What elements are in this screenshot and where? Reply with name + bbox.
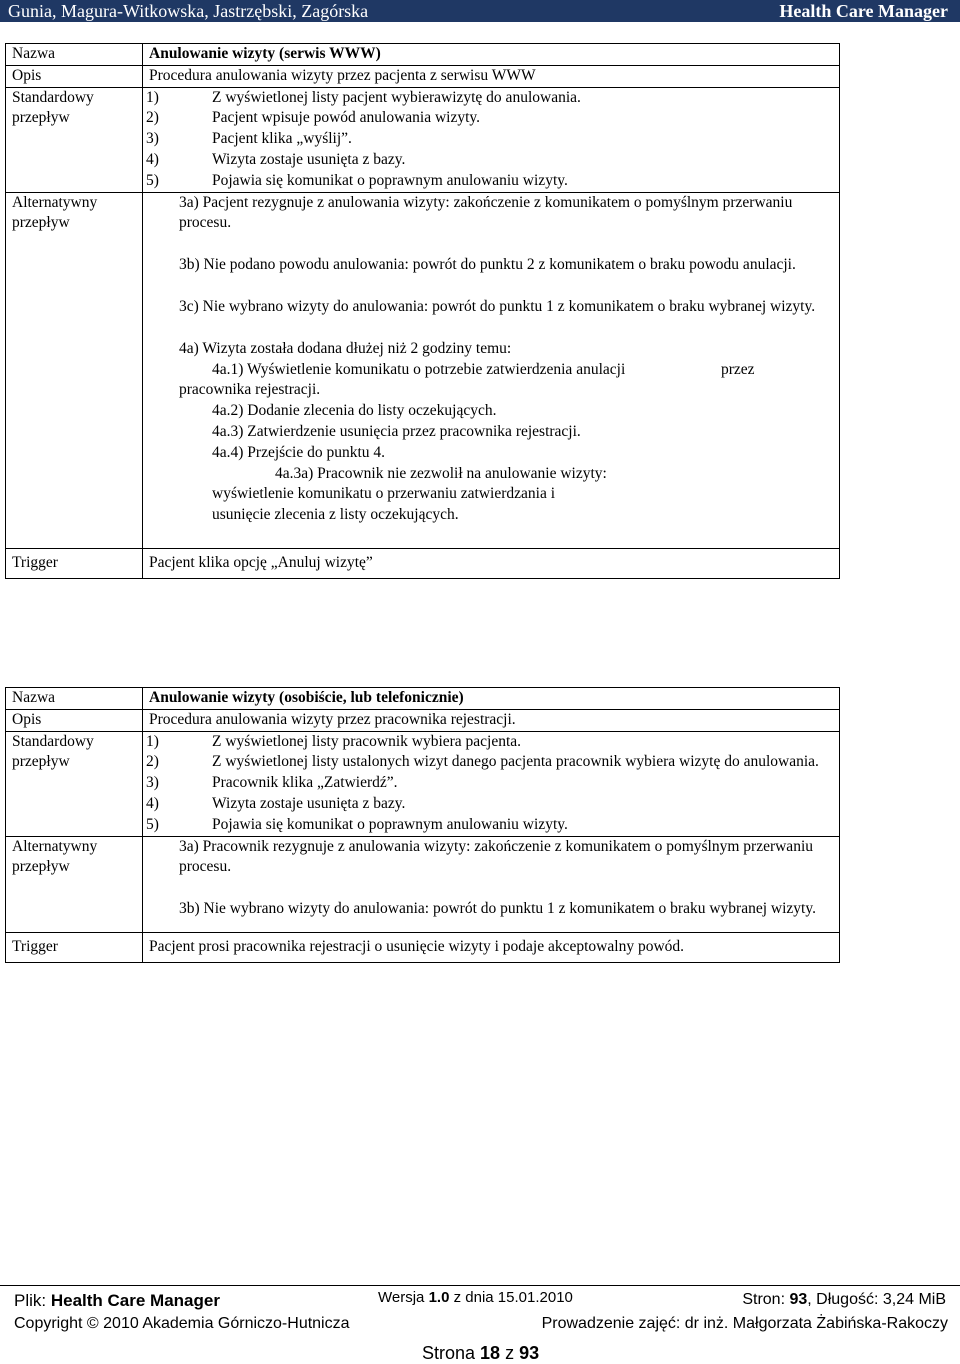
list-item [146, 773, 833, 794]
alt-3b: 3b) Nie podano powodu anulowania: powrót do punktu 2 z komunikatem o braku powodu anulacji. [179, 256, 796, 274]
table-row [6, 731, 840, 836]
label-line: przepływ [12, 214, 70, 232]
table-row [6, 192, 840, 548]
label-opis: Opis [6, 65, 143, 87]
step-number: 3) [146, 774, 159, 792]
standard-flow [143, 87, 840, 192]
step-text: Z wyświetlonej listy ustalonych wizyt danego pacjenta pracownik wybiera wizytę do anulowania. [212, 753, 819, 771]
label-line: Standardowy [12, 732, 94, 750]
footer-pages-count: 93 [789, 1291, 808, 1308]
use-case-name: Anulowanie wizyty (serwis WWW) [143, 44, 840, 66]
list-item [146, 794, 833, 815]
table-row [6, 44, 840, 66]
alt-4a1-przez: przez [721, 360, 755, 378]
table-row [6, 87, 840, 192]
footer-page-total: 93 [519, 1343, 540, 1363]
label-opis: Opis [6, 709, 143, 731]
alt-4a1-text: 4a.1) Wyświetlenie komunikatu o potrzebie zatwierdzenia anulacji [212, 360, 626, 378]
step-number: 1) [146, 88, 159, 106]
list-item [146, 752, 833, 773]
alt-4a1-end: pracownika rejestracji. [179, 381, 321, 399]
footer-divider [0, 1285, 960, 1286]
label-nazwa: Nazwa [6, 44, 143, 66]
footer-length: , Długość: 3,24 MiB [807, 1291, 946, 1308]
footer-of-label: z [500, 1343, 520, 1363]
label-line: przepływ [12, 858, 70, 876]
table-row [6, 709, 840, 731]
step-text: Pracownik klika „Zatwierdź”. [212, 774, 398, 792]
alt-4a: 4a) Wizyta została dodana dłużej niż 2 godziny temu: [179, 339, 512, 357]
alt-3b: 3b) Nie wybrano wizyty do anulowania: powrót do punktu 1 z komunikatem o braku wybranej wizyty. [179, 900, 816, 918]
label-alternative-flow [6, 192, 143, 548]
footer-pages-label: Stron: [742, 1291, 790, 1308]
alt-4a3a-l2: wyświetlenie komunikatu o przerwaniu zatwierdzania i [212, 485, 556, 503]
label-alternative-flow [6, 836, 143, 932]
label-trigger: Trigger [6, 548, 143, 578]
table-row [6, 932, 840, 962]
alternative-flow [143, 836, 840, 932]
step-number: 2) [146, 753, 159, 771]
spacer [179, 276, 833, 297]
spacer [179, 234, 833, 255]
alt-4a4: 4a.4) Przejście do punktu 4. [212, 443, 386, 461]
alt-4a3: 4a.3) Zatwierdzenie usunięcia przez pracownika rejestracji. [212, 422, 581, 440]
label-line: przepływ [12, 109, 70, 127]
use-case-name: Anulowanie wizyty (osobiście, lub telefonicznie) [143, 688, 840, 710]
list-item [146, 108, 833, 129]
step-list [146, 88, 833, 192]
label-line: Standardowy [12, 88, 94, 106]
step-number: 1) [146, 732, 159, 750]
alt-4a1 [179, 360, 833, 381]
alt-4a3a-l1: 4a.3a) Pracownik nie zezwolił na anulowanie wizyty: [275, 464, 607, 482]
header-authors: Gunia, Magura-Witkowska, Jastrzębski, Zagórska [8, 1, 369, 21]
footer-version-number: 1.0 [428, 1289, 450, 1306]
footer-instructor: Prowadzenie zajęć: dr inż. Małgorzata Żabińska-Rakoczy [541, 1315, 948, 1332]
header-title: Health Care Manager [779, 1, 948, 21]
footer-file-name: Health Care Manager [50, 1291, 220, 1310]
label-line: Alternatywny [12, 193, 98, 211]
step-text: Pojawia się komunikat o poprawnym anulowaniu wizyty. [212, 815, 568, 833]
step-number: 3) [146, 130, 159, 148]
use-case-table-reception [5, 687, 840, 963]
step-text: Pojawia się komunikat o poprawnym anulowaniu wizyty. [212, 171, 568, 189]
step-text: Z wyświetlonej listy pracownik wybiera pacjenta. [212, 732, 522, 750]
list-item [146, 88, 833, 109]
list-item [146, 150, 833, 171]
step-text: Wizyta zostaje usunięta z bazy. [212, 150, 406, 168]
trigger-text: Pacjent prosi pracownika rejestracji o usunięcie wizyty i podaje akceptowalny powód. [143, 932, 840, 962]
step-text: Wizyta zostaje usunięta z bazy. [212, 794, 406, 812]
use-case-description: Procedura anulowania wizyty przez pacjenta z serwisu WWW [143, 65, 840, 87]
label-standard-flow [6, 731, 143, 836]
footer-copyright: Copyright © 2010 Akademia Górniczo-Hutnicza [14, 1315, 350, 1332]
alt-4a3a-l3: usunięcie zlecenia z listy oczekujących. [212, 506, 459, 524]
page-footer [0, 1285, 960, 1361]
label-standard-flow [6, 87, 143, 192]
use-case-description: Procedura anulowania wizyty przez pracownika rejestracji. [143, 709, 840, 731]
step-number: 5) [146, 815, 159, 833]
alt-3c: 3c) Nie wybrano wizyty do anulowania: powrót do punktu 1 z komunikatem o braku wybranej wizyty. [179, 297, 816, 315]
footer-version-label: Wersja [378, 1289, 429, 1306]
footer-version-date: z dnia 15.01.2010 [449, 1289, 573, 1306]
alt-4a2: 4a.2) Dodanie zlecenia do listy oczekujących. [212, 402, 497, 420]
step-text: Z wyświetlonej listy pacjent wybierawizytę do anulowania. [212, 88, 581, 106]
alternative-flow [143, 192, 840, 548]
page-header [0, 0, 960, 22]
footer-version [378, 1289, 573, 1306]
list-item [146, 129, 833, 150]
spacer [179, 318, 833, 339]
label-trigger: Trigger [6, 932, 143, 962]
step-number: 4) [146, 150, 159, 168]
spacer [179, 878, 833, 899]
footer-file-label: Plik: [14, 1291, 51, 1310]
step-number: 5) [146, 171, 159, 189]
step-text: Pacjent klika „wyślij”. [212, 130, 352, 148]
label-line: Alternatywny [12, 837, 98, 855]
trigger-text: Pacjent klika opcję „Anuluj wizytę” [143, 548, 840, 578]
list-item [146, 815, 833, 836]
label-nazwa: Nazwa [6, 688, 143, 710]
footer-file [14, 1291, 220, 1311]
use-case-table-www [5, 43, 840, 579]
table-row [6, 548, 840, 578]
step-number: 2) [146, 109, 159, 127]
table-row [6, 836, 840, 932]
table-row [6, 65, 840, 87]
footer-page-label: Strona [422, 1343, 481, 1363]
list-item [146, 171, 833, 192]
step-text: Pacjent wpisuje powód anulowania wizyty. [212, 109, 481, 127]
alt-3a: 3a) Pacjent rezygnuje z anulowania wizyty: zakończenie z komunikatem o pomyślnym przerwaniu procesu. [179, 193, 793, 232]
standard-flow [143, 731, 840, 836]
step-list [146, 732, 833, 836]
footer-page-current: 18 [480, 1343, 501, 1363]
step-number: 4) [146, 794, 159, 812]
alt-3a: 3a) Pracownik rezygnuje z anulowania wizyty: zakończenie z komunikatem o pomyślnym przerwaniu procesu. [179, 837, 813, 876]
list-item [146, 732, 833, 753]
table-row [6, 688, 840, 710]
footer-pages [742, 1291, 946, 1309]
label-line: przepływ [12, 753, 70, 771]
